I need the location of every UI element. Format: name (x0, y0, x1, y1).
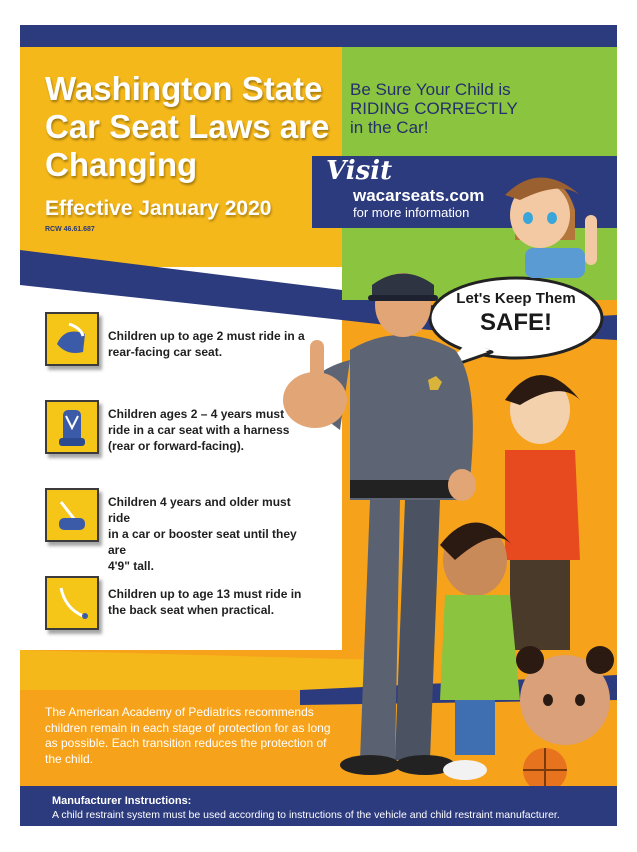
more-info-text: for more information (353, 205, 470, 220)
website-link[interactable]: wacarseats.com (353, 186, 485, 205)
bubble-text: Let's Keep Them SAFE! (456, 290, 576, 336)
booster-seat-icon (45, 488, 99, 542)
riding-callout: Be Sure Your Child is RIDING CORRECTLY in the Car! (350, 80, 518, 137)
title-line-3: Changing (45, 146, 198, 183)
boy-illustration (505, 375, 580, 650)
rule-harness: Children ages 2 – 4 years must ride in a car seat with a harness (rear or forward-facing). (108, 407, 290, 453)
rule-booster: Children 4 years and older must ride in a car or booster seat until they are 4'9" tall. (108, 495, 297, 573)
harness-seat-icon (45, 400, 99, 454)
visit-label: Visit (326, 156, 393, 186)
effective-date: Effective January 2020 (45, 197, 272, 220)
rcw-reference: RCW 46.61.687 (45, 226, 95, 233)
title-line-1: Washington State (45, 70, 323, 107)
manufacturer-instructions-title: Manufacturer Instructions: (52, 795, 192, 807)
title-line-2: Car Seat Laws are (45, 108, 330, 145)
aap-recommendation: The American Academy of Pediatrics recommends children remain in each stage of protection for as long as possible. Each transition reduces the protection of the child. (45, 705, 331, 766)
rule-rear-facing: Children up to age 2 must ride in a rear-facing car seat. (108, 329, 305, 359)
rule-back-seat: Children up to age 13 must ride in the back seat when practical. (108, 587, 302, 617)
manufacturer-instructions-text: A child restraint system must be used according to instructions of the vehicle and child restraint manufacturer. (52, 809, 560, 821)
page-title (45, 70, 345, 184)
rear-facing-seat-icon (45, 312, 99, 366)
back-seat-icon (45, 576, 99, 630)
